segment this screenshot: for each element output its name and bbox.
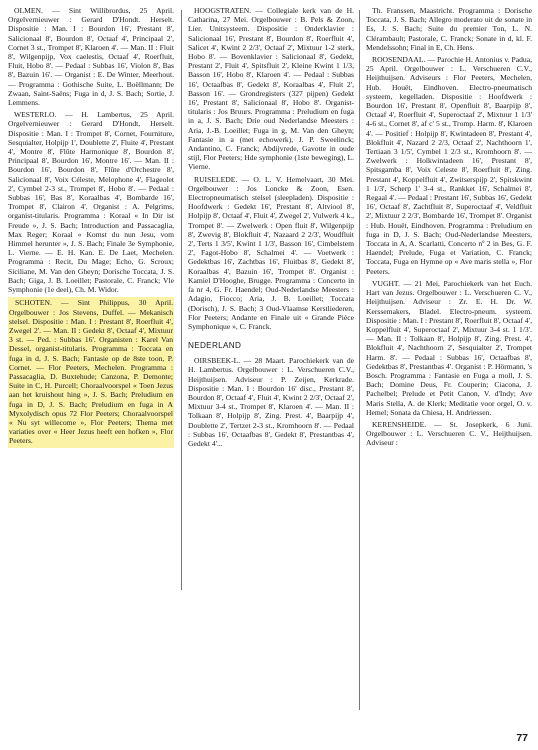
column-divider — [359, 10, 360, 710]
page-number: 77 — [516, 732, 528, 744]
column-divider — [181, 10, 182, 590]
entry-paragraph: HOOGSTRATEN. — Collegiale kerk van de H. Catharina, 27 Mei. Orgelbouwer : B. Pels & Zoon, Lier. Unitsysteem. Dispositie : Onderklavier : Salicionaal 16', Prestant 8', Bourdon 8', Roerfluit 4', Salicet 4', Kwint 2 2/3', Octaaf 2', Mixtuur 1-2 sterk, Hobo 8'. — Bovenklavier : Salicionaal 8', Gedekt, Prestant 2', Fluit 4', Spitsfluit 2', Kleine Kwint 1 1/3, Basson 16', Hobo 8', Klaroen 4'. — Pedaal : Subbas 16', Octaafbas 8', Gedekt 8', Koraalbas 4', Fluit 2', Basson 16'. — Grondregisters (327 pijpen) Gedekt 16', Prestant 8', Salicionaal 8', Hobo 8'. Organist-titularis : Jos Bruurs. Programma : Preludium en fuga in a, J. S. Bach; Drie oud Nederlandse Meesters : Aria, J.-B. Loeillet; Fuga in g, M. Van den Gheyn; Fantasie in a (met echowerk), J. P. Sweelinck; Andantino, C. Franck; Abdijvrede, Gavotte in oude stijl, Flor Peeters; Hde symphonie (1ste beweging), L. Vierne. — [188, 6, 354, 172]
entry-paragraph: OLMEN. — Sint Willibrordus, 25 April. Orgelvernieuwer : Gerard D'Hondt. Herselt. Dispositie : Man. I : Bourdon 16', Prestant 8', Salicionaal 8', Bourdon 8', Octaaf 4', Principaal 2', Cornet 3 st., Trompet 8', Klaroen 4'. — Man. II : Fluit 8', Wilgenpijp, Vox caelestis, Octaaf 4', Roerfluit, Fluit, Hobo 8'. — Pedaal : Subbas 16', Violon 8', Bas 8', Bazuin 16'. — Organist : E. De Winter, Meerhout. — Programma : Gothische Suite, L. Boëllmann; De Zwaan, Saint-Saëns; Fuga in d, J. S. Bach; Sortie, J. Lemmens. — [8, 6, 174, 108]
entry-paragraph: VUGHT. — 21 Mei, Parochiekerk van het Euch. Hart van Jezus. Orgelbouwer : L. Verschueren C. V., Heijthuijsen. Adviseur : Zr. E. H. Dr. W. Kerssemakers, Bladel. Electro-pneum. systeem. Dispositie : Man. I : Prestant 8', Roerfluit 8', Octaaf 4', Koppelfluit 4', Superoctaaf 2', Mixtuur 3-4 st. 1 1/3'. — Man. II : Tolkaan 8', Holpijp 8', Zing. Prest. 4', Blokfluit 4', Nachthoorn 2', Sesquialter 2', Trompet Harm. 8'. — Pedaal : Subbas 16', Octaafbas 8', Gedektbas 8', Prestantbas 4'. Organist : P. Hörmann, 's Bosch. Programma : Fantasie en Fuga a moll, J. S. Bach; Domine Deus, Fr. Couperin; Ciacona, J. Pachelbel; Prelude et Petit Canon, V. d'Indy; Ave Maris Stella, A. de Klerk; Meditatie voor orgel, O. v. Hemel; Sonata da Chiesa, H. Andriessen. — [366, 278, 532, 417]
entry-paragraph: WESTERLO. — H. Lambertus, 25 April. Orgelvernieuwer : Gerard D'Hondt, Herselt. Dispositie : Man. I : Trompet 8', Cornet, Fourniture, Sesquialter, Holpijp 1', Doublette 2', Fluite 4', Prestant 4', Montre 8', Flûte Harmonique 8', Bourdon 8', Principaal 8', Bourdon 16', Montre 16'. — Man. II : Bourdon 16', Bourdon 8', Flûte d'Orchestre 8', Salicionaal 8', Voix Céleste, Melophone 4', Flageolet 2', Cymbel 2-3 st., Trompet 8', Hobo 8'. — Pedaal : Subbas 16', Bas 8', Koraalbas 4', Bombarde 16', Trompet 8', Clairon 4'. Organist : A. Pelgrims, organist-titularis. Programma : Koraal « In Dir ist Freude », J. S. Bach; Introduction and Passacaglia, Max Reger; Koraal « Komst du nun Jesu, vom Himmel herunter », J. S. Bach; Finale 3e Symphonie, L. Vierne. — E. H. Kan. E. De Laet, Mechelen. Programma : Recit, Du Mage; Echo, G. Scroux; Siciliane, M. Van den Gheyn; Dorische Toccata, J. S. Bach; Giga, J. B. Loeillet; Pastorale, C. Franck; Vle Symphonie (1e deel), Ch. M. Widor. — [8, 110, 174, 295]
entry-paragraph: OIRSBEEK-L. — 28 Maart. Parochiekerk van de H. Lambertus. Orgelbouwer : L. Verschueren C.V., Heijthuijsen. Adviseur : P. Zeijen, Kerkrade. Dispositie : Man. I : Bourdon 16' disc., Prestant 8', Bourdon 8', Octaaf 4', Fluit 4', Kwint 2 2/3', Octaaf 2', Mixtuur 3-4 st., Trompet 8', Klaroen 4'. — Man. II : Tolkaan 8', Holpijp 8', Zing. Prest. 4', Baarpijp 4', Doublette 2', Tertzet 2-3 st., Kromhoorn 8'. — Pedaal : Subbas 16', Octaafbas 8', Gedekt 8', Prestantbas 4', Gedekt 4'... — [188, 356, 354, 448]
column-2 — [188, 6, 354, 451]
highlighted-entry: SCHOTEN. — Sint Philippus, 30 April. Orgelbouwer : Jos Stevens, Duffel. — Mekanisch stelsel. Dispositie : Man. I : Prestant 8', Roerfluit 4', Zwegel 2'. — Man. II : Gedekt 8', Octaaf 4', Mixtuur 3 st. — Ped. : Subbas 16'. Organisten : Karel Van Dessel, organist-titularis. Programma : Toccata en fuga in d, J. S. Bach; Fantasie op de 8ste toon, P. Cornet. — Flor Peeters, Mechelen. Programma : Passacaglia, D. Buxtehude; Canzona, P. Demonte; Suite in C, H. Purcell; Choraalvoorspel « Toen Jezus aan het kruishout hing », J. S. Bach; Preludium en fuga in D, J. S. Bach; Preludium en fuga in A Myxolydisch opus 72 Flor Peeters; Choraalvoorspel « Nu syt willecome », Flor Peeters; Thema met variaties over « Heer Jezus heeft een hofken », Flor Peeters. — [8, 297, 174, 447]
column-1 — [8, 6, 174, 451]
entry-paragraph: KERENSHEIDE. — St. Josepkerk, 6 Juni. Orgelbouwer : L. Verschueren C. V., Heijthuijsen. Adviseur : — [366, 419, 532, 448]
entry-paragraph: ROOSENDAAL. — Parochie H. Antonius v. Padua, 25 April. Orgelbouwer : L. Verschueren C.V., Heijthuijsen. Adviseurs : Flor Peeters, Mechelen, Hub. Houët, Eindhoven. Electro-pneumatisch systeem, kegelladen. Dispositie : Hoofdwerk : Bourdon 16', Prestant 8', Openfluit 8', Baarpijp 8', Octaaf 4', Roerfluit 4', Superoctaaf 2', Mixtuur 1 1/3' 4-6 st., Cornet 8', af c' 5 st., Tromp. Harm. 8', Klaroen 4'. — Positief : Holpijp 8', Kwintadeen 8', Prestant 4', Blokfluit 4', Nazard 2 2/3, Octaaf 2', Nachthoorn 1', Tertiaan 3 1/5', Cymbel 1 2/3 st., Kromhoorn 8'. — Zwelwerk : Holkwintadeen 16', Prestant 8', Spitsgamba 8', Voix Celeste 8', Roerfluit 8', Zing. Prestant 4', Koppelfluit 4', Zwitserspijp 2', Spitskwint 1 1/3', Scherp 1' 3-4 st., Rankket 16', Schalmei 8', Regaal 4'. — Pedaal : Prestant 16', Subbas 16', Gedekt 16', Octaaf 8', Zachtfluit 8', Superoctaaf 4', Veldfluit 2', Mixtuur 2 2/3', Bombarde 16', Trompet 8'. Organist : Hub. Houët, Eindhoven. Programma : Preludium en fuga in D, J. S. Bach; Oud-Nederlandse Meesters, Toccata in A, A. Scarlatti, Concerto nº 2 in Bes, G. F. Haendel; Prelude, Fuga et Variation, C. Franck; Toccata, Fuga en Hymne op « Ave maris stella », Flor Peeters. — [366, 55, 532, 276]
entry-paragraph: RUISELEDE. — O. L. V. Hemelvaart, 30 Mei. Orgelbouwer : Jos Loncke & Zoon, Esen. Electropneumatisch stelsel (sleepladen). Dispositie : Hoofdwerk : Gedekt 16', Prestant 8', Altviool 8', Holpijp 8', Octaaf 4', Fluit 4', Zwegel 2', Vulwerk 4 k., Trompet 8'. — Zwelwerk : Open fluit 8', Wilgenpijp 8', Zwevig 8', Blokfluit 4', Nazaard 2 2/3', Woudfluit 2', Terts 1 3/5', Kwint 1 1/3', Basson 16', Cimbelstem 2', Fagot-Hobo 8', Schalmei 4'. — Voetwerk : Gedektbas 16', Zachtbas 16', Fluitbas 8', Gedekt 8', Koraalbas 4', Bazuin 16', Trompet 8'. Organist : Kamiel D'Hooghe, Brugge. Programma : Concerto in fa nr 4, G. Fr. Haendel; Oud-Nederlandse Meesters : Adagio, Fiocco; Aria, J. B. Loeillet; Toccata (Dorisch), J. S. Bach; 3 Oud-Vlaamse Kerstliederen, Flor Peeters; Andante en Finale uit « Grande Pièce Symphonique », C. Franck. — [188, 174, 354, 331]
entry-paragraph: Th. Franssen, Maastricht. Programma : Dorische Toccata, J. S. Bach; Allegro moderato uit de sonate in Es, J. S. Bach; Suite du premier Ton, L. N. Clérambault; Pastorale, C. Franck; Sonate in d, kl. F. Mendelssohn; Final in E, Ch. Hens. — [366, 6, 532, 52]
section-heading: NEDERLAND — [188, 341, 242, 351]
column-3 — [366, 6, 532, 451]
